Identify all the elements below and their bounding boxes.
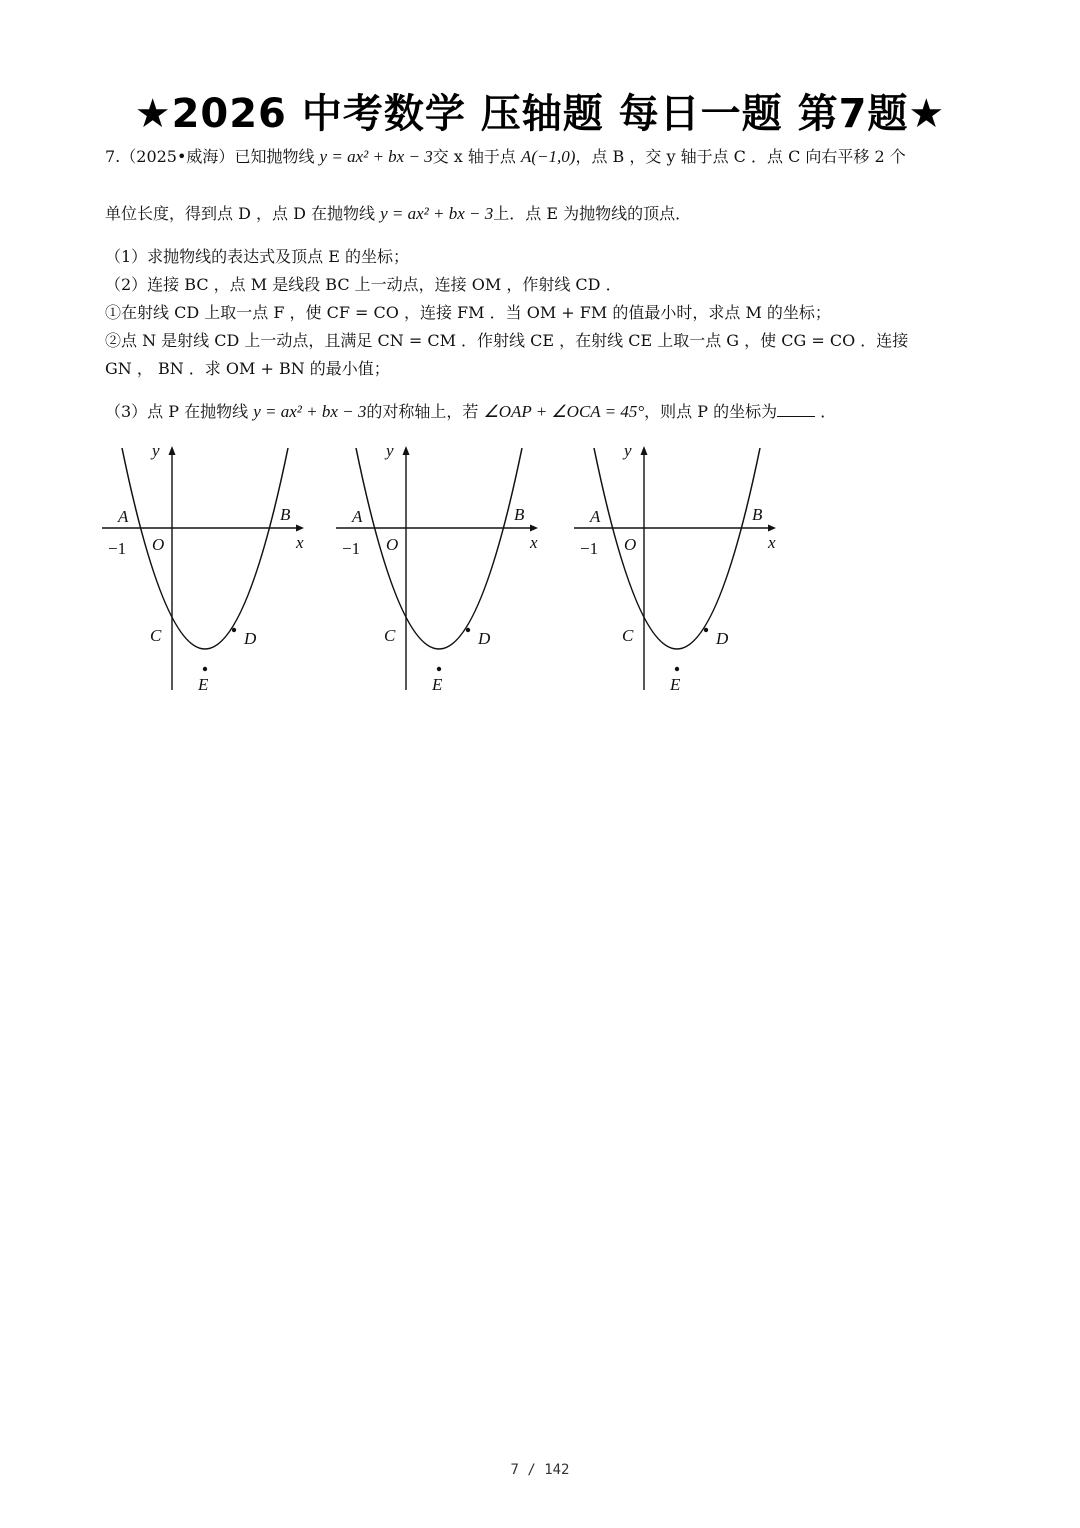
answer-blank: [777, 402, 815, 417]
label-c: C: [384, 626, 396, 645]
point-e-dot: [437, 667, 441, 671]
label-a: A: [352, 507, 363, 526]
page-title: ★2026 中考数学 压轴题 每日一题 第7题★: [134, 91, 946, 137]
text-segment: 上．点 E 为抛物线的顶点．: [493, 204, 692, 223]
angle-condition: ∠OAP + ∠OCA = 45°: [483, 402, 645, 421]
label-o: O: [152, 535, 165, 554]
question-1: （1）求抛物线的表达式及顶点 E 的坐标；: [105, 247, 410, 266]
problem-line-1: [105, 146, 985, 168]
label-a: A: [590, 507, 601, 526]
label-y: y: [386, 441, 394, 460]
text-segment: 交 x 轴于点: [432, 147, 516, 166]
label-d: D: [716, 629, 729, 648]
question-2-part-2-cont: GN ， BN ．求 OM + BN 的最小值；: [105, 359, 390, 378]
parabola-equation: y = ax² + bx − 3: [319, 147, 433, 166]
figure-3: [572, 440, 787, 695]
point-d-dot: [466, 628, 470, 632]
question-2-part-2: ②点 N 是射线 CD 上一动点，且满足 CN = CM ．作射线 CE ，在射线 CE 上取一点 G ，使 CG = CO ．连接: [105, 331, 909, 350]
problem-source: （2025•威海）: [120, 147, 235, 166]
label-e: E: [670, 675, 681, 694]
point-d-dot: [232, 628, 236, 632]
label-neg1: −1: [108, 539, 127, 558]
label-e: E: [198, 675, 209, 694]
label-x: x: [296, 533, 304, 552]
label-c: C: [150, 626, 162, 645]
label-x: x: [530, 533, 538, 552]
axes: [574, 446, 776, 690]
label-b: B: [280, 505, 291, 524]
label-c: C: [622, 626, 634, 645]
figure-2: [334, 440, 549, 695]
label-d: D: [478, 629, 491, 648]
question-2-part-1: ①在射线 CD 上取一点 F ，使 CF = CO ，连接 FM ．当 OM + FM 的值最小时，求点 M 的坐标；: [105, 303, 831, 322]
parabola-equation: y = ax² + bx − 3: [380, 204, 494, 223]
question-2: （2）连接 BC ，点 M 是线段 BC 上一动点，连接 OM ，作射线 CD ．: [105, 275, 622, 294]
label-a: A: [118, 507, 129, 526]
label-o: O: [624, 535, 637, 554]
parabola-equation: y = ax² + bx − 3: [253, 402, 367, 421]
label-neg1: −1: [342, 539, 361, 558]
label-y: y: [152, 441, 160, 460]
page-indicator: 7 / 142: [510, 1462, 570, 1478]
figure-1: [100, 440, 315, 695]
parabola-curve: [122, 448, 288, 649]
label-d: D: [244, 629, 257, 648]
label-x: x: [768, 533, 776, 552]
parabola-curve: [594, 448, 760, 649]
label-e: E: [432, 675, 443, 694]
problem-number: 7.: [105, 147, 121, 166]
text-segment: ，则点 P 的坐标为: [644, 402, 778, 421]
axes: [336, 446, 538, 690]
label-b: B: [514, 505, 525, 524]
text-segment: 已知抛物线: [234, 147, 315, 166]
text-segment: 的对称轴上，若: [366, 402, 479, 421]
point-e-dot: [203, 667, 207, 671]
point-e-dot: [675, 667, 679, 671]
text-segment: ．: [820, 402, 837, 421]
axes: [102, 446, 304, 690]
point-a-coord: A(−1,0): [521, 147, 576, 166]
label-y: y: [624, 441, 632, 460]
label-b: B: [752, 505, 763, 524]
point-d-dot: [704, 628, 708, 632]
text-segment: （3）点 P 在抛物线: [105, 402, 249, 421]
label-neg1: −1: [580, 539, 599, 558]
label-o: O: [386, 535, 399, 554]
question-3: [105, 401, 985, 423]
text-segment: 单位长度，得到点 D ，点 D 在抛物线: [105, 204, 376, 223]
parabola-curve: [356, 448, 522, 649]
text-segment: ，点 B ，交 y 轴于点 C ．点 C 向右平移 2 个: [575, 147, 906, 166]
problem-line-2: [105, 203, 985, 225]
